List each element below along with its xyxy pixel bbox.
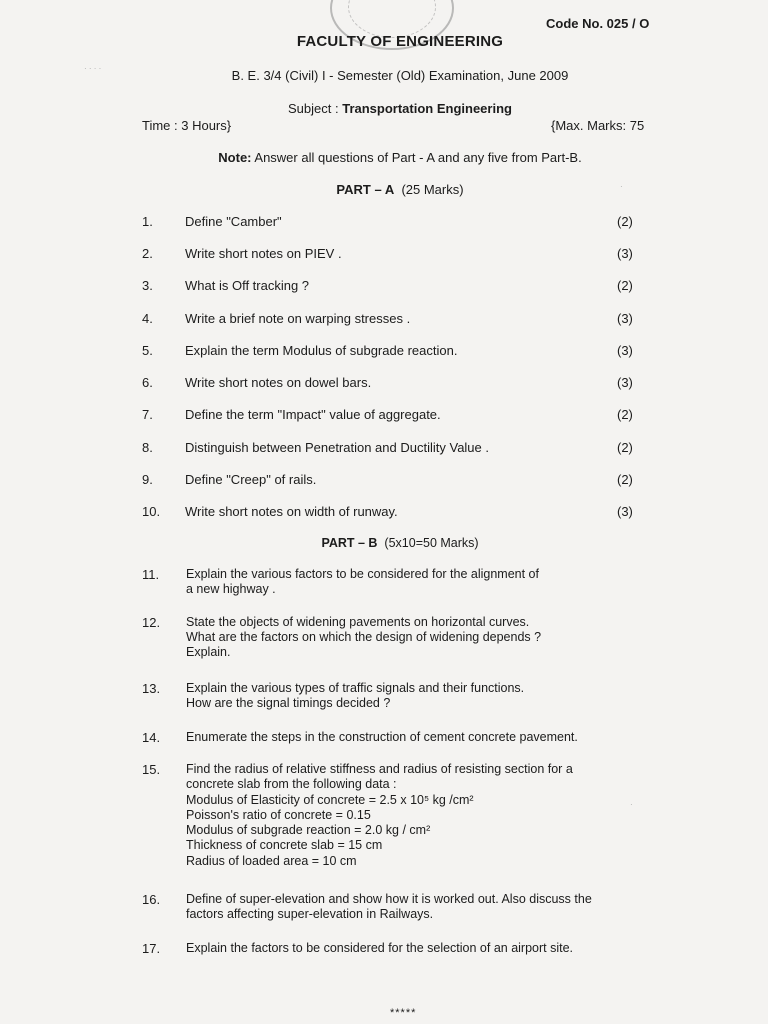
scan-speck: · · · · bbox=[84, 64, 102, 73]
question-number: 11. bbox=[142, 567, 160, 582]
question-text: Define the term "Impact" value of aggregate. bbox=[185, 407, 441, 422]
question-text bbox=[186, 615, 541, 660]
question-number: 12. bbox=[142, 615, 161, 630]
question-marks: (2) bbox=[617, 214, 633, 229]
instructions-note bbox=[0, 150, 768, 165]
question-line: Modulus of subgrade reaction = 2.0 kg / cm² bbox=[186, 823, 431, 838]
part-b-title: PART – B bbox=[321, 536, 378, 550]
question-line: Poisson's ratio of concrete = 0.15 bbox=[186, 807, 371, 822]
part-a-heading bbox=[0, 182, 768, 197]
question-text bbox=[186, 762, 573, 869]
part-a-title: PART – A bbox=[336, 182, 395, 197]
note-label: Note: bbox=[218, 150, 252, 165]
question-number: 5. bbox=[142, 343, 153, 358]
question-number: 7. bbox=[142, 407, 153, 422]
question-marks: (3) bbox=[617, 375, 633, 390]
question-text: Define "Creep" of rails. bbox=[185, 472, 317, 487]
scan-speck: · bbox=[620, 182, 623, 191]
question-line: factors affecting super-elevation in Railways. bbox=[186, 907, 434, 921]
question-line: Radius of loaded area = 10 cm bbox=[186, 853, 357, 868]
question-line: State the objects of widening pavements on horizontal curves. bbox=[186, 615, 530, 629]
question-number: 15. bbox=[142, 762, 161, 777]
question-number: 13. bbox=[142, 681, 161, 696]
question-text: Write short notes on width of runway. bbox=[185, 504, 398, 519]
part-a-marks: (25 Marks) bbox=[401, 182, 464, 197]
question-text bbox=[186, 681, 524, 711]
faculty-heading: FACULTY OF ENGINEERING bbox=[296, 33, 504, 50]
subject-label: Subject : bbox=[288, 101, 343, 116]
question-number: 16. bbox=[142, 892, 161, 907]
question-marks: (3) bbox=[617, 343, 633, 358]
question-number: 6. bbox=[142, 375, 153, 390]
question-number: 17. bbox=[142, 941, 161, 956]
question-line: Define of super-elevation and show how it is worked out. Also discuss the bbox=[186, 892, 592, 906]
question-number: 10. bbox=[142, 504, 161, 519]
subject-name: Transportation Engineering bbox=[342, 101, 512, 116]
question-text: Explain the term Modulus of subgrade reaction. bbox=[185, 343, 458, 358]
part-b-marks: (5x10=50 Marks) bbox=[384, 536, 479, 550]
question-text: Write short notes on dowel bars. bbox=[185, 375, 372, 390]
question-line: Find the radius of relative stiffness and radius of resisting section for a bbox=[186, 762, 573, 776]
question-number: 2. bbox=[142, 246, 153, 261]
question-text: Distinguish between Penetration and Ductility Value . bbox=[185, 440, 489, 455]
question-marks: (2) bbox=[617, 278, 633, 293]
subject-line bbox=[0, 101, 768, 116]
question-marks: (2) bbox=[617, 407, 633, 422]
part-b-heading bbox=[0, 536, 768, 550]
question-line: Thickness of concrete slab = 15 cm bbox=[186, 838, 383, 853]
question-marks: (3) bbox=[617, 246, 633, 261]
question-line: Enumerate the steps in the construction of cement concrete pavement. bbox=[186, 730, 578, 744]
question-text bbox=[186, 567, 539, 597]
question-line: Explain the various types of traffic signals and their functions. bbox=[186, 681, 525, 695]
question-marks: (2) bbox=[617, 472, 633, 487]
question-line: Explain the factors to be considered for the selection of an airport site. bbox=[186, 941, 574, 955]
question-text bbox=[186, 730, 578, 745]
question-line: How are the signal timings decided ? bbox=[186, 696, 391, 710]
question-marks: (2) bbox=[617, 440, 633, 455]
question-line: concrete slab from the following data : bbox=[186, 777, 397, 792]
question-number: 1. bbox=[142, 214, 153, 229]
question-line: Modulus of Elasticity of concrete = 2.5 x 10⁵ kg /cm² bbox=[186, 792, 474, 807]
question-line: Explain. bbox=[186, 645, 231, 659]
question-marks: (3) bbox=[617, 504, 633, 519]
question-text: Write a brief note on warping stresses . bbox=[185, 311, 411, 326]
scan-speck: · bbox=[630, 800, 633, 809]
question-text bbox=[186, 892, 592, 922]
end-of-paper-stars: ***** bbox=[390, 1007, 417, 1019]
question-text: What is Off tracking ? bbox=[185, 278, 310, 293]
question-number: 4. bbox=[142, 311, 153, 326]
question-marks: (3) bbox=[617, 311, 633, 326]
exam-title: B. E. 3/4 (Civil) I - Semester (Old) Examination, June 2009 bbox=[231, 68, 569, 83]
question-number: 8. bbox=[142, 440, 153, 455]
max-marks: {Max. Marks: 75 bbox=[551, 118, 645, 133]
question-number: 14. bbox=[142, 730, 161, 745]
question-text: Write short notes on PIEV . bbox=[185, 246, 342, 261]
question-line: a new highway . bbox=[186, 582, 276, 596]
question-text: Define "Camber" bbox=[185, 214, 282, 229]
question-number: 3. bbox=[142, 278, 153, 293]
question-number: 9. bbox=[142, 472, 153, 487]
note-text: Answer all questions of Part - A and any five from Part-B. bbox=[251, 150, 582, 165]
code-number: Code No. 025 / O bbox=[546, 16, 650, 31]
question-line: What are the factors on which the design of widening depends ? bbox=[186, 630, 542, 644]
time-allowed: Time : 3 Hours} bbox=[142, 118, 232, 133]
question-text bbox=[186, 941, 573, 956]
question-line: Explain the various factors to be considered for the alignment of bbox=[186, 567, 539, 581]
